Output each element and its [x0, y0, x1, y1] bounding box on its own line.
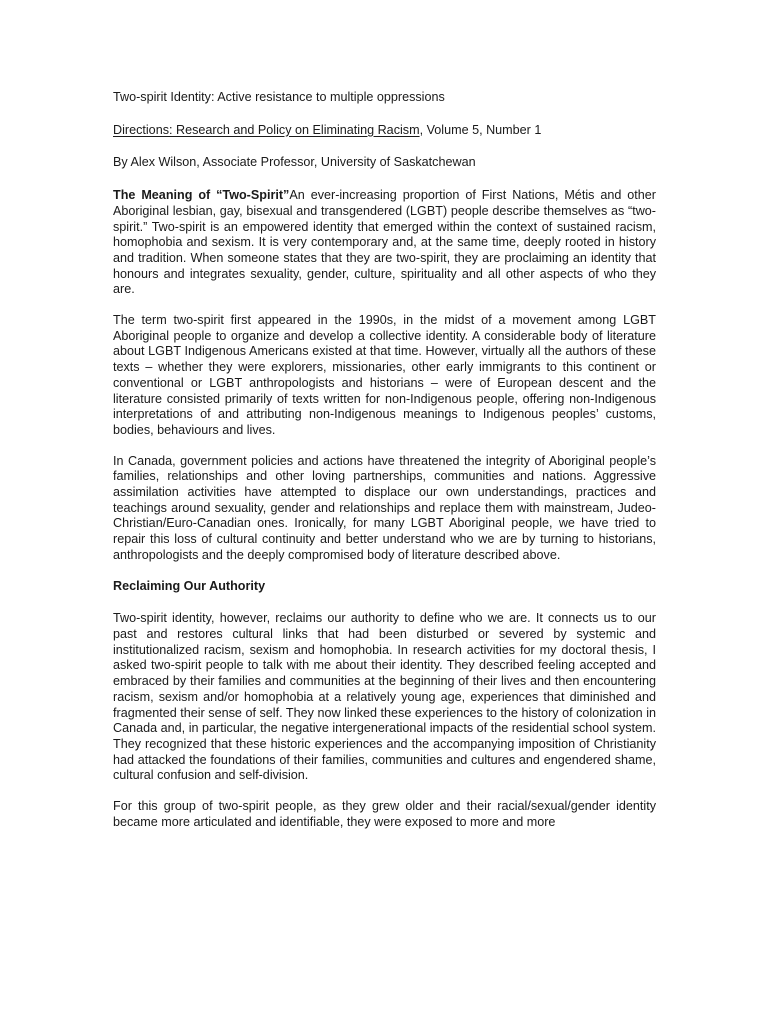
section-heading-reclaiming: Reclaiming Our Authority	[113, 578, 266, 593]
journal-title: Directions: Research and Policy on Eliminating Racism	[113, 122, 420, 137]
source-citation	[113, 123, 656, 139]
paragraph: The term two-spirit first appeared in the 1990s, in the midst of a movement among LGBT Aboriginal people to organize and develop a collective identity. A considerable body of literature about LGBT Indigenous Americans existed at that time. However, virtually all the authors of these texts – whether they were explorers, missionaries, other early immigrants to this continent or conventional or LGBT anthropologists and historians – were of European descent and the literature consisted primarily of texts written for non-Indigenous people, offering non-Indigenous interpretations of and attributing non-Indigenous meanings to Indigenous peoples’ customs, bodies, behaviours and lives.	[113, 313, 656, 437]
section-heading-meaning: The Meaning of “Two-Spirit”	[113, 188, 290, 203]
document-page	[113, 90, 656, 845]
paragraph: Two-spirit identity, however, reclaims our authority to define who we are. It connects us to our past and restores cultural links that had been disturbed or severed by systemic and institutionalized racism, sexism and homophobia. In research activities for my doctoral thesis, I asked two-spirit people to talk with me about their identity. They described feeling accepted and embraced by their families and communities at the beginning of their lives and then encountering racism, sexism and/or homophobia at a relatively young age, experiences that diminished and fragmented their sense of self. They now linked these experiences to the history of colonization in Canada and, in particular, the negative intergenerational impacts of the residential school system. They recognized that these historic experiences and the accompanying imposition of Christianity had attacked the foundations of their families, communities and cultures and engendered shame, cultural confusion and self-division.	[113, 611, 656, 783]
paragraph	[113, 188, 656, 298]
paragraph-text: An ever-increasing proportion of First Nations, Métis and other Aboriginal lesbian, gay, bisexual and transgendered (LGBT) people describe themselves as “two-spirit.” Two-spirit is an empowered identity that emerged within the context of sustained racism, homophobia and sexism. It is very contemporary and, at the same time, deeply rooted in history and tradition. When someone states that they are two-spirit, they are proclaiming an identity that honours and integrates sexuality, gender, culture, spirituality and all other aspects of who they are.	[113, 188, 656, 297]
issue-info: , Volume 5, Number 1	[419, 122, 542, 137]
paragraph: For this group of two-spirit people, as they grew older and their racial/sexual/gender identity became more articulated and identifiable, they were exposed to more and more	[113, 799, 656, 829]
byline: By Alex Wilson, Associate Professor, University of Saskatchewan	[113, 155, 476, 170]
document-title-line: Two-spirit Identity: Active resistance to multiple oppressions	[113, 90, 445, 104]
paragraph: In Canada, government policies and actions have threatened the integrity of Aboriginal people’s families, relationships and other loving partnerships, communities and nations. Aggressive assimilation activities have attempted to displace our own understandings, practices and teachings around sexuality, gender and relationships and replace them with mainstream, Judeo-Christian/Euro-Canadian ones. Ironically, for many LGBT Aboriginal people, we have tried to repair this loss of cultural continuity and better understand who we are by turning to historians, anthropologists and the deeply compromised body of literature described above.	[113, 453, 656, 562]
